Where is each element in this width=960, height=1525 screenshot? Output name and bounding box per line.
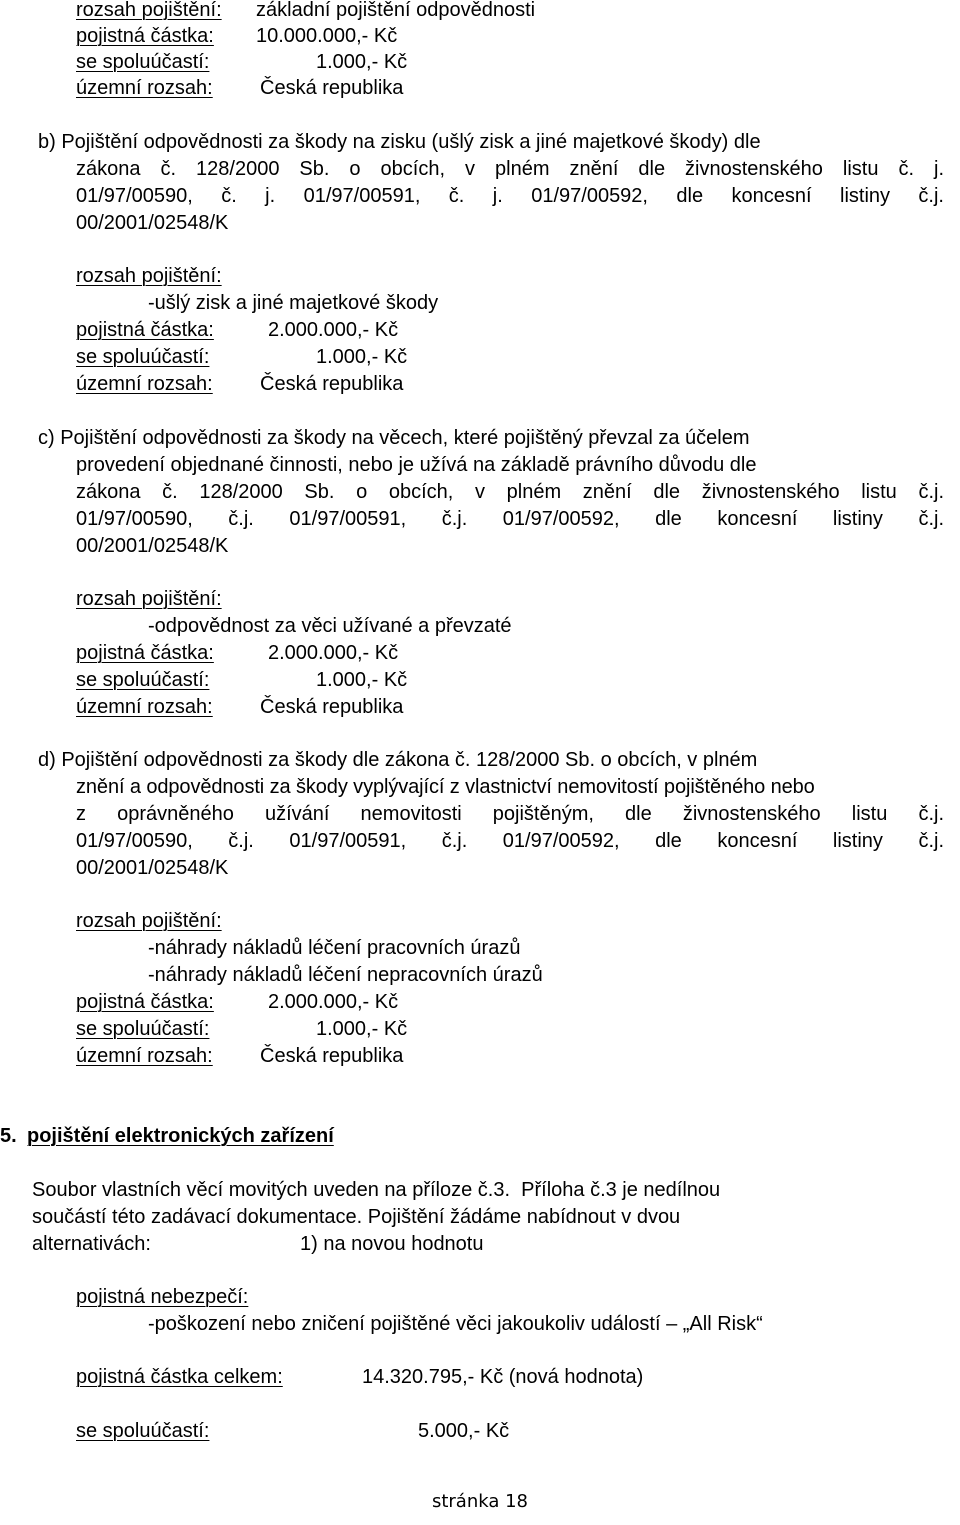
- b-rozsah-label: rozsah pojištění:: [76, 265, 222, 287]
- top-rozsah-value: základní pojištění odpovědnosti: [256, 0, 536, 21]
- c-uzemi-value: Česká republika: [260, 696, 404, 718]
- section5-para-3: alternativách:: [32, 1233, 151, 1255]
- section5-title: pojištění elektronických zařízení: [27, 1125, 334, 1147]
- top-rozsah-label: rozsah pojištění:: [76, 0, 222, 21]
- section5-para-1: Soubor vlastních věcí movitých uveden na příloze č.3. Příloha č.3 je nedílnou: [32, 1179, 721, 1201]
- c-line-4: 01/97/00590, č.j. 01/97/00591, č.j. 01/97/00592, dle koncesní listiny č.j.: [76, 508, 944, 530]
- section5-alt-value: 1) na novou hodnotu: [300, 1233, 484, 1255]
- c-line-2: provedení objednané činnosti, nebo je užívá na základě právního důvodu dle: [76, 454, 757, 476]
- d-spolu-value: 1.000,- Kč: [316, 1018, 408, 1040]
- c-spolu-label: se spoluúčastí:: [76, 669, 210, 691]
- c-spolu-value: 1.000,- Kč: [316, 669, 408, 691]
- d-rozsah-label: rozsah pojištění:: [76, 910, 222, 932]
- c-uzemi-label: územní rozsah:: [76, 696, 213, 718]
- b-spolu-label: se spoluúčastí:: [76, 346, 210, 368]
- section5-number: 5.: [0, 1125, 17, 1147]
- b-spolu-value: 1.000,- Kč: [316, 346, 408, 368]
- b-uzemi-label: územní rozsah:: [76, 373, 213, 395]
- top-uzemi-value: Česká republika: [260, 77, 404, 99]
- top-uzemi-label: územní rozsah:: [76, 77, 213, 99]
- c-line-3: zákona č. 128/2000 Sb. o obcích, v plném znění dle živnostenského listu č.j.: [76, 481, 944, 503]
- page-number: stránka 18: [431, 1491, 529, 1512]
- top-spolu-value: 1.000,- Kč: [316, 51, 408, 73]
- section5-spolu-label: se spoluúčastí:: [76, 1420, 210, 1442]
- b-rozsah-item: -ušlý zisk a jiné majetkové škody: [148, 292, 439, 314]
- c-line-1: c) Pojištění odpovědnosti za škody na věcech, které pojištěný převzal za účelem: [38, 427, 750, 449]
- section5-para-2: součástí této zadávací dokumentace. Pojištění žádáme nabídnout v dvou: [32, 1206, 681, 1228]
- d-line-4: 01/97/00590, č.j. 01/97/00591, č.j. 01/97/00592, dle koncesní listiny č.j.: [76, 830, 944, 852]
- d-uzemi-value: Česká republika: [260, 1045, 404, 1067]
- section5-spolu-value: 5.000,- Kč: [418, 1420, 510, 1442]
- b-uzemi-value: Česká republika: [260, 373, 404, 395]
- d-castka-label: pojistná částka:: [76, 991, 214, 1013]
- section5-nebezpeci-label: pojistná nebezpečí:: [76, 1286, 249, 1308]
- section5-castka-label: pojistná částka celkem:: [76, 1366, 283, 1388]
- c-rozsah-label: rozsah pojištění:: [76, 588, 222, 610]
- section5-castka-value: 14.320.795,- Kč (nová hodnota): [362, 1366, 644, 1388]
- d-line-3: z oprávněného užívání nemovitosti pojištěným, dle živnostenského listu č.j.: [76, 803, 944, 825]
- d-line-1: d) Pojištění odpovědnosti za škody dle zákona č. 128/2000 Sb. o obcích, v plném: [38, 749, 758, 771]
- d-castka-value: 2.000.000,- Kč: [268, 991, 399, 1013]
- d-rozsah-item-1: -náhrady nákladů léčení pracovních úrazů: [148, 937, 521, 959]
- section5-nebezpeci-item: -poškození nebo zničení pojištěné věci jakoukoliv událostí – „All Risk“: [148, 1313, 763, 1335]
- b-line-2: zákona č. 128/2000 Sb. o obcích, v plném znění dle živnostenského listu č. j.: [76, 158, 944, 180]
- d-rozsah-item-2: -náhrady nákladů léčení nepracovních úrazů: [148, 964, 543, 986]
- b-line-3: 01/97/00590, č. j. 01/97/00591, č. j. 01/97/00592, dle koncesní listiny č.j.: [76, 185, 944, 207]
- top-castka-value: 10.000.000,- Kč: [256, 25, 398, 47]
- b-castka-value: 2.000.000,- Kč: [268, 319, 399, 341]
- d-spolu-label: se spoluúčastí:: [76, 1018, 210, 1040]
- b-line-1: b) Pojištění odpovědnosti za škody na zisku (ušlý zisk a jiné majetkové škody) dle: [38, 131, 761, 153]
- d-line-5: 00/2001/02548/K: [76, 857, 229, 879]
- c-castka-label: pojistná částka:: [76, 642, 214, 664]
- b-line-4: 00/2001/02548/K: [76, 212, 229, 234]
- c-castka-value: 2.000.000,- Kč: [268, 642, 399, 664]
- d-line-2: znění a odpovědnosti za škody vyplývající z vlastnictví nemovitostí pojištěného nebo: [76, 776, 815, 798]
- b-castka-label: pojistná částka:: [76, 319, 214, 341]
- top-castka-label: pojistná částka:: [76, 25, 214, 47]
- c-rozsah-item: -odpovědnost za věci užívané a převzaté: [148, 615, 512, 637]
- top-spolu-label: se spoluúčastí:: [76, 51, 210, 73]
- c-line-5: 00/2001/02548/K: [76, 535, 229, 557]
- d-uzemi-label: územní rozsah:: [76, 1045, 213, 1067]
